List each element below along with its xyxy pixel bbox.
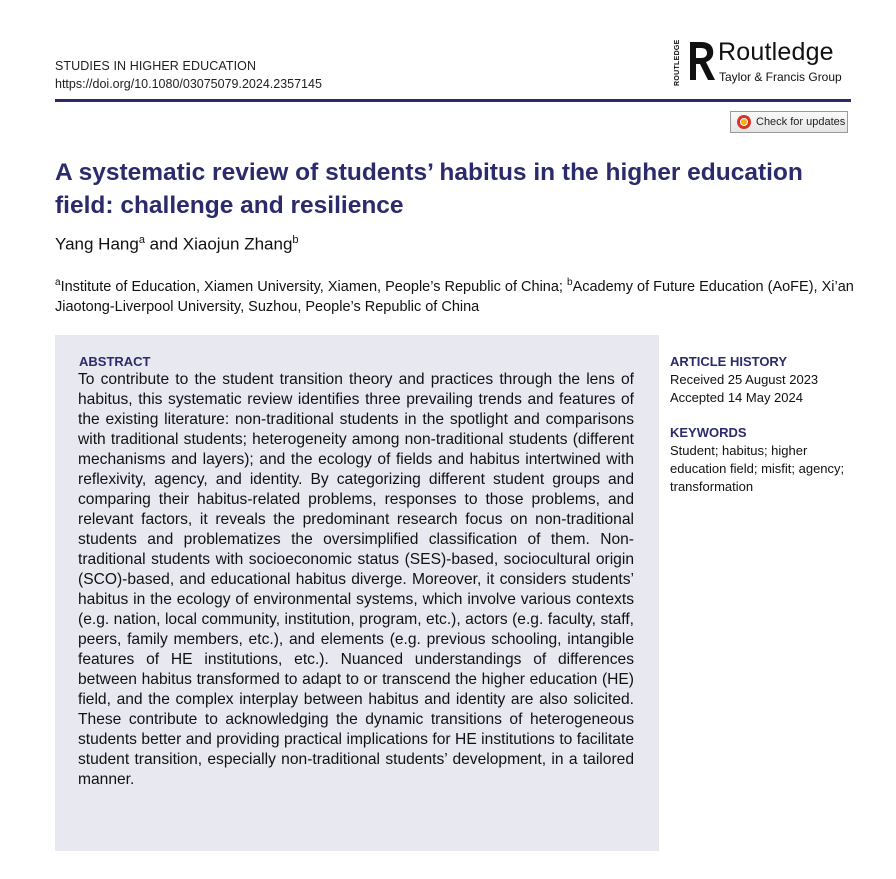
check-updates-icon <box>737 115 751 129</box>
author-list <box>55 234 299 255</box>
doi-link[interactable]: https://doi.org/10.1080/03075079.2024.2357145 <box>55 77 322 91</box>
keywords-section <box>670 424 860 496</box>
affil-sup: b <box>567 277 573 288</box>
publisher-group: Taylor & Francis Group <box>719 70 842 84</box>
author-separator: and <box>149 234 179 254</box>
logo-vertical-text: ROUTLEDGE <box>674 39 681 87</box>
author-sup: a <box>138 234 145 246</box>
publisher-logo[interactable] <box>674 36 854 88</box>
author-name[interactable]: Xiaojun Zhang <box>182 234 293 254</box>
journal-header <box>55 57 322 93</box>
received-date: Received 25 August 2023 <box>670 372 819 387</box>
check-for-updates-button[interactable] <box>730 111 848 133</box>
abstract-heading: ABSTRACT <box>79 354 151 369</box>
affiliation-text: Institute of Education, Xiamen University, Xiamen, People’s Republic of China; <box>60 278 567 295</box>
affiliations <box>55 273 855 317</box>
article-title: A systematic review of students’ habitus in the higher education field: challenge and resilience <box>55 159 803 219</box>
publisher-name: Routledge <box>718 38 834 66</box>
keywords-text: Student; habitus; higher education field; misfit; agency; transformation <box>670 443 845 494</box>
abstract-text: To contribute to the student transition theory and practices through the lens of habitus, this systematic review identifies three prevailing trends and features of the existing literature: non-traditional students in the spotlight and comparisons with traditional students; heterogeneity among non-traditional students (different mechanisms and layers); and the ecology of fields and habitus intertwined with reflexivity, agency, and identity. By categorizing different student groups and comparing their habitus-related problems, responses to those problems, and relevant factors, it reveals the predominant research focus on non-traditional students and problematizes the oversimplified classification of them. Non-traditional students with socioeconomic status (SES)-based, sociocultural origin (SCO)-based, and educational habitus diverge. Moreover, it considers students’ habitus in the ecology of environmental systems, which involve various contexts (e.g. nation, local community, institution, program, etc.), actors (e.g. faculty, staff, peers, family members, etc.), and elements (e.g. previous schooling, intangible features of HE institutions, etc.). Nuanced understandings of differences between habitus transformed to adapt to or transcend the higher education (HE) field, and the complex interplay between habitus and identity are also solicited. These contribute to acknowledging the dynamic transitions of heterogeneous students better and providing practical implications for HE institutions to facilitate student transition, especially non-traditional students’ development, in a tailored manner. <box>78 371 634 788</box>
header-rule <box>55 99 851 102</box>
author-sup: b <box>292 234 299 246</box>
article-history-heading: ARTICLE HISTORY <box>670 354 788 369</box>
article-history <box>670 353 860 407</box>
keywords-heading: KEYWORDS <box>670 425 747 440</box>
check-updates-label: Check for updates <box>756 116 846 128</box>
journal-name: STUDIES IN HIGHER EDUCATION <box>55 59 257 73</box>
accepted-date: Accepted 14 May 2024 <box>670 390 803 405</box>
affil-sup: a <box>55 277 61 288</box>
affiliation-text: Academy of Future Education (AoFE), Xi’an Jiaotong-Liverpool University, Suzhou, People’s Republic of China <box>55 278 854 315</box>
author-name[interactable]: Yang Hang <box>55 234 139 254</box>
routledge-logo-icon <box>686 40 716 82</box>
